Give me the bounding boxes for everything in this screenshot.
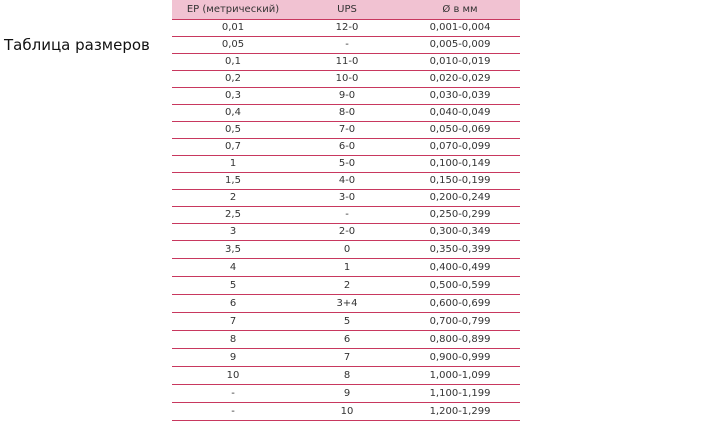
cell-ep: 6 bbox=[172, 295, 294, 313]
cell-ups: 3-0 bbox=[294, 190, 400, 207]
cell-diameter: 1,200-1,299 bbox=[400, 403, 520, 421]
cell-ups: 5 bbox=[294, 313, 400, 331]
cell-ups: 1 bbox=[294, 259, 400, 277]
header-ups: UPS bbox=[294, 0, 400, 20]
table-row bbox=[172, 241, 520, 259]
cell-diameter: 0,010-0,019 bbox=[400, 54, 520, 71]
table-row bbox=[172, 139, 520, 156]
cell-diameter: 0,700-0,799 bbox=[400, 313, 520, 331]
table-row bbox=[172, 20, 520, 37]
cell-ep: 1,5 bbox=[172, 173, 294, 190]
cell-ups: 7 bbox=[294, 349, 400, 367]
cell-ep: 0,3 bbox=[172, 88, 294, 105]
cell-ep: 0,05 bbox=[172, 37, 294, 54]
cell-ups: 0 bbox=[294, 241, 400, 259]
cell-ups: 12-0 bbox=[294, 20, 400, 37]
cell-ep: 2,5 bbox=[172, 207, 294, 224]
cell-diameter: 0,030-0,039 bbox=[400, 88, 520, 105]
cell-diameter: 0,020-0,029 bbox=[400, 71, 520, 88]
table-row bbox=[172, 37, 520, 54]
cell-diameter: 1,100-1,199 bbox=[400, 385, 520, 403]
table-row bbox=[172, 122, 520, 139]
cell-ep: 3 bbox=[172, 224, 294, 241]
table-row bbox=[172, 54, 520, 71]
cell-diameter: 0,600-0,699 bbox=[400, 295, 520, 313]
header-diameter: Ø в мм bbox=[400, 0, 520, 20]
cell-ep: 7 bbox=[172, 313, 294, 331]
cell-diameter: 0,150-0,199 bbox=[400, 173, 520, 190]
cell-ups: 6 bbox=[294, 331, 400, 349]
cell-ups: 2-0 bbox=[294, 224, 400, 241]
cell-ep: 0,1 bbox=[172, 54, 294, 71]
size-table bbox=[172, 0, 520, 421]
cell-ep: 0,5 bbox=[172, 122, 294, 139]
table-row bbox=[172, 259, 520, 277]
cell-ep: - bbox=[172, 403, 294, 421]
table-row bbox=[172, 403, 520, 421]
table-row bbox=[172, 224, 520, 241]
cell-diameter: 0,200-0,249 bbox=[400, 190, 520, 207]
cell-diameter: 0,100-0,149 bbox=[400, 156, 520, 173]
cell-diameter: 0,900-0,999 bbox=[400, 349, 520, 367]
cell-diameter: 0,005-0,009 bbox=[400, 37, 520, 54]
table-header-row bbox=[172, 0, 520, 20]
cell-ups: 4-0 bbox=[294, 173, 400, 190]
cell-diameter: 0,070-0,099 bbox=[400, 139, 520, 156]
page-caption: Таблица размеров bbox=[4, 36, 150, 54]
table-row bbox=[172, 71, 520, 88]
cell-ups: 2 bbox=[294, 277, 400, 295]
table-row bbox=[172, 313, 520, 331]
table-row bbox=[172, 207, 520, 224]
cell-ep: 0,4 bbox=[172, 105, 294, 122]
cell-ep: 3,5 bbox=[172, 241, 294, 259]
cell-ups: 9 bbox=[294, 385, 400, 403]
table-row bbox=[172, 190, 520, 207]
table-row bbox=[172, 88, 520, 105]
cell-ups: 3+4 bbox=[294, 295, 400, 313]
table-row bbox=[172, 156, 520, 173]
table-row bbox=[172, 385, 520, 403]
cell-diameter: 0,250-0,299 bbox=[400, 207, 520, 224]
cell-ep: 1 bbox=[172, 156, 294, 173]
table-row bbox=[172, 331, 520, 349]
cell-ups: - bbox=[294, 207, 400, 224]
header-ep: EP (метрический) bbox=[172, 0, 294, 20]
cell-ep: 5 bbox=[172, 277, 294, 295]
cell-ep: - bbox=[172, 385, 294, 403]
cell-ep: 10 bbox=[172, 367, 294, 385]
cell-ups: 8-0 bbox=[294, 105, 400, 122]
cell-ep: 4 bbox=[172, 259, 294, 277]
cell-diameter: 0,040-0,049 bbox=[400, 105, 520, 122]
cell-ups: 10-0 bbox=[294, 71, 400, 88]
cell-ups: 10 bbox=[294, 403, 400, 421]
cell-diameter: 0,400-0,499 bbox=[400, 259, 520, 277]
table-row bbox=[172, 367, 520, 385]
cell-ups: - bbox=[294, 37, 400, 54]
table-body bbox=[172, 20, 520, 421]
table-row bbox=[172, 295, 520, 313]
cell-ups: 6-0 bbox=[294, 139, 400, 156]
cell-ups: 5-0 bbox=[294, 156, 400, 173]
cell-diameter: 0,050-0,069 bbox=[400, 122, 520, 139]
table-row bbox=[172, 277, 520, 295]
cell-ep: 0,01 bbox=[172, 20, 294, 37]
cell-ep: 0,2 bbox=[172, 71, 294, 88]
cell-diameter: 1,000-1,099 bbox=[400, 367, 520, 385]
cell-diameter: 0,500-0,599 bbox=[400, 277, 520, 295]
table-row bbox=[172, 173, 520, 190]
cell-ups: 9-0 bbox=[294, 88, 400, 105]
cell-diameter: 0,001-0,004 bbox=[400, 20, 520, 37]
cell-ups: 11-0 bbox=[294, 54, 400, 71]
cell-ep: 8 bbox=[172, 331, 294, 349]
cell-diameter: 0,300-0,349 bbox=[400, 224, 520, 241]
table-row bbox=[172, 349, 520, 367]
cell-ep: 0,7 bbox=[172, 139, 294, 156]
table-row bbox=[172, 105, 520, 122]
cell-ep: 2 bbox=[172, 190, 294, 207]
cell-ups: 7-0 bbox=[294, 122, 400, 139]
cell-ep: 9 bbox=[172, 349, 294, 367]
cell-ups: 8 bbox=[294, 367, 400, 385]
cell-diameter: 0,800-0,899 bbox=[400, 331, 520, 349]
cell-diameter: 0,350-0,399 bbox=[400, 241, 520, 259]
